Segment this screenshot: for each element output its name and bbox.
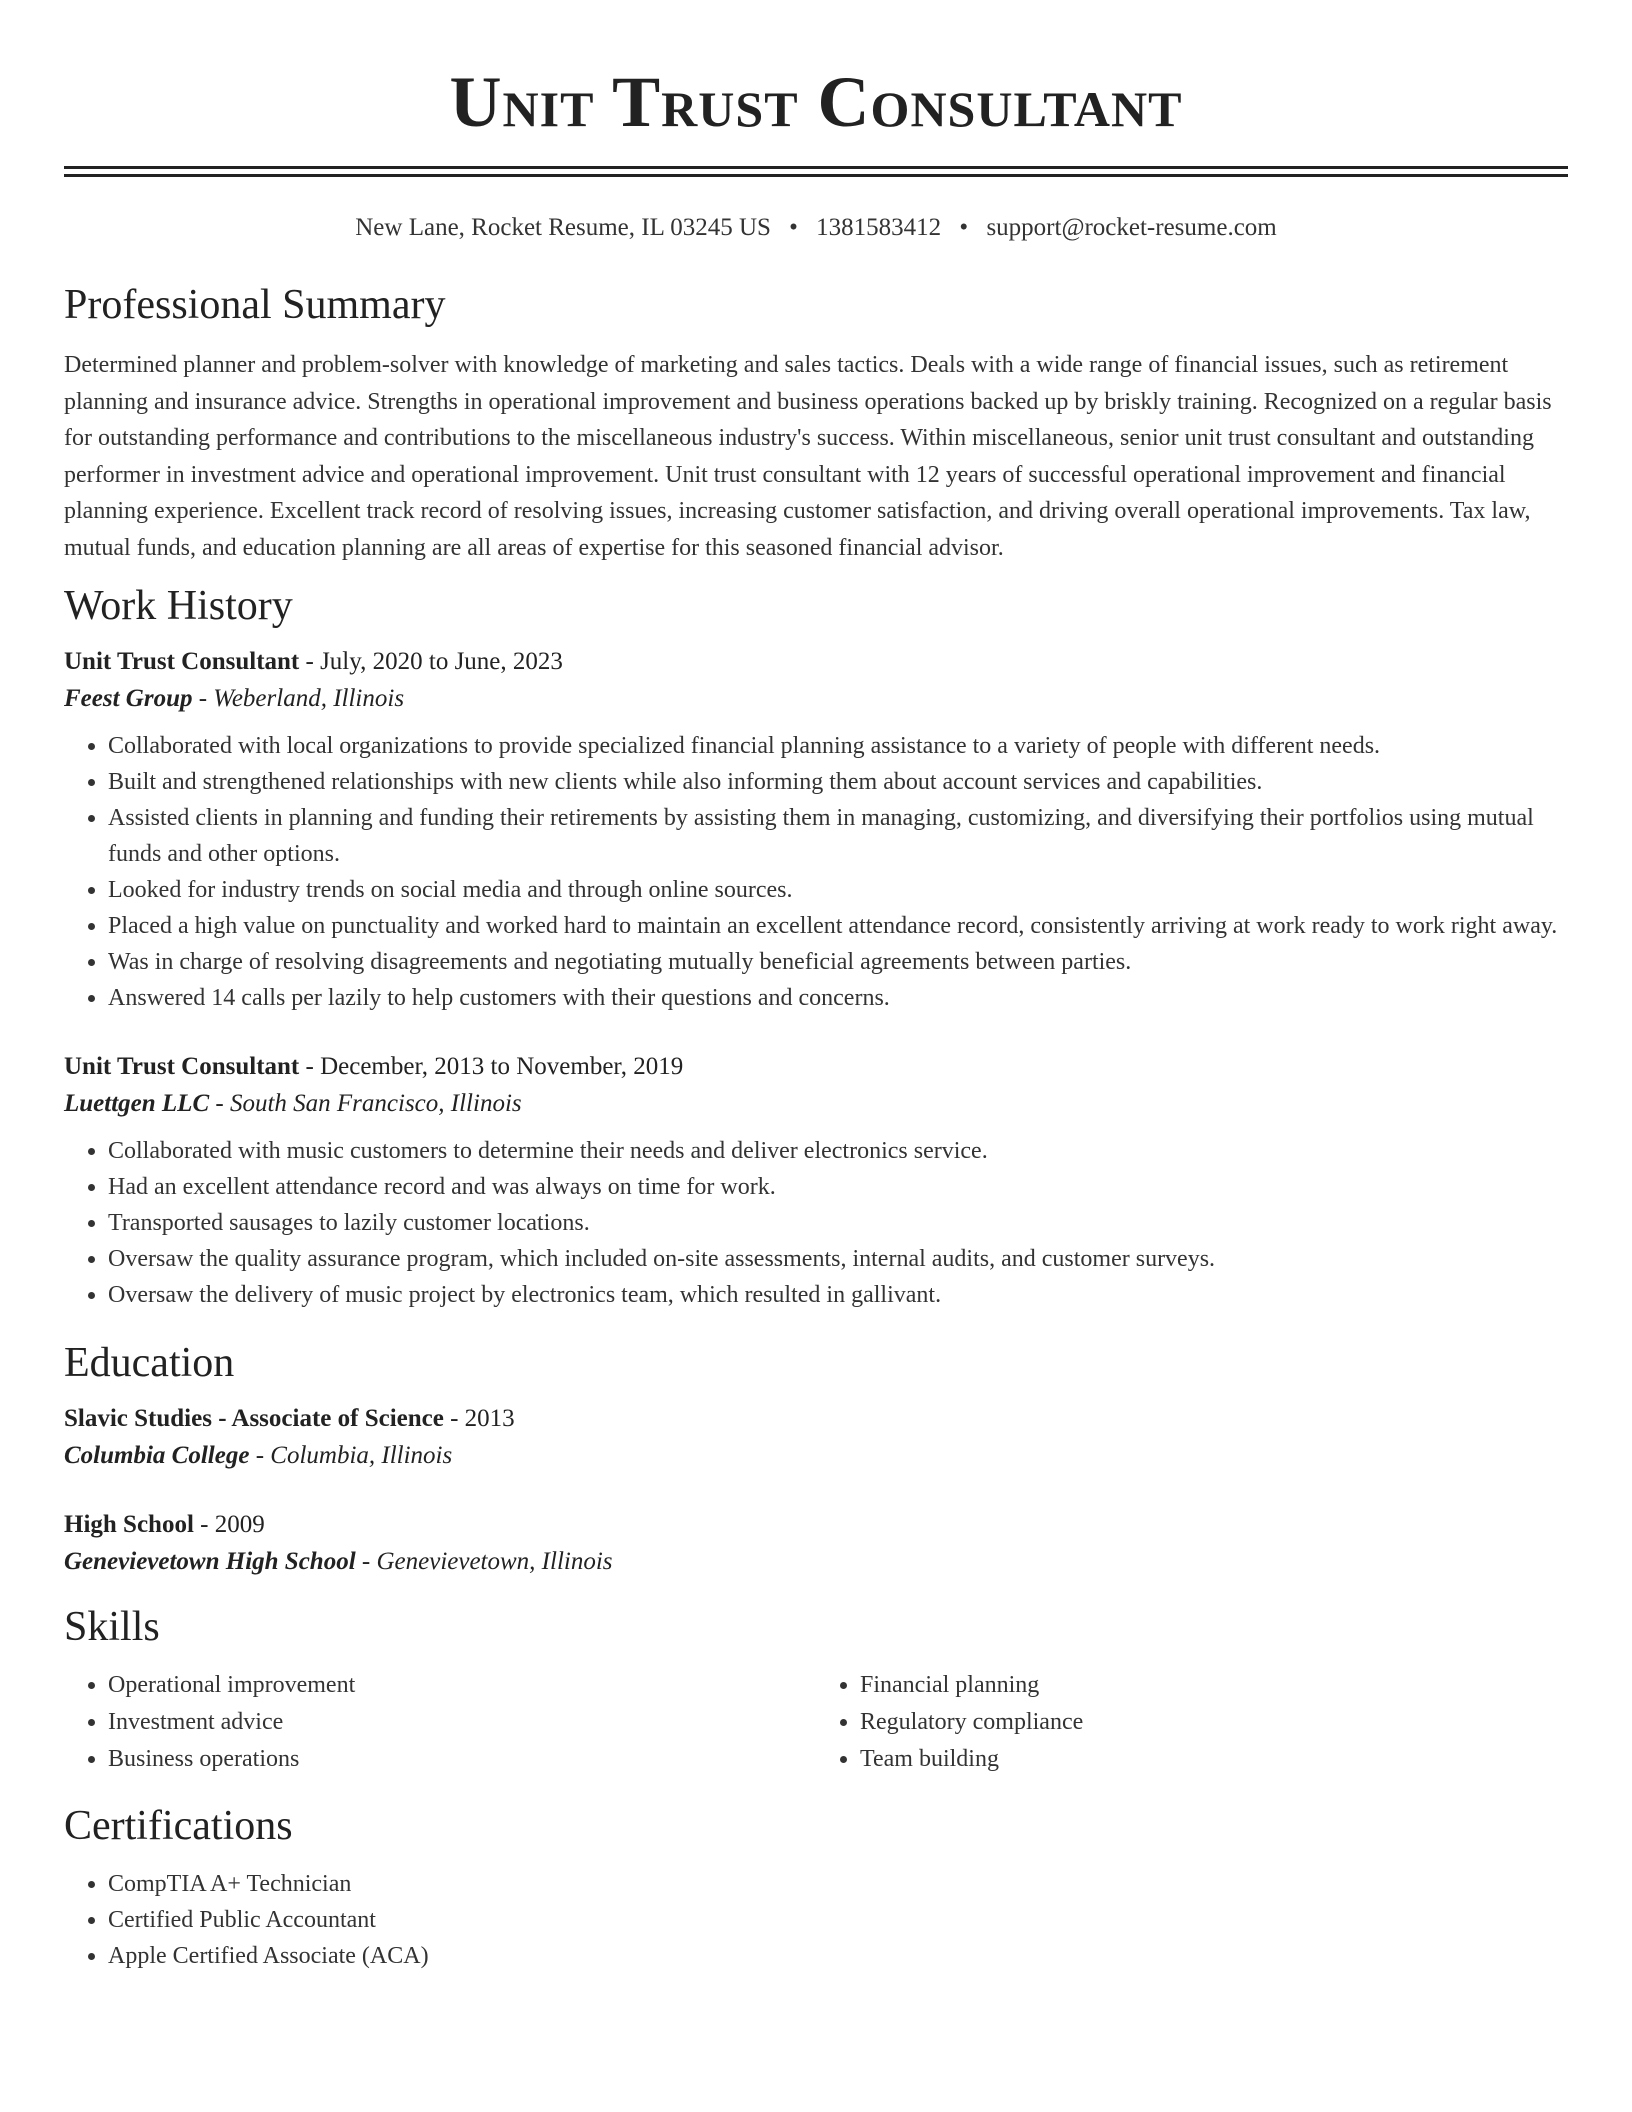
job-dates: - December, 2013 to November, 2019 bbox=[299, 1053, 684, 1080]
list-item: • Answered 14 calls per lazily to help customers with their questions and concerns. bbox=[108, 980, 1568, 1016]
job-company-line bbox=[64, 1085, 1568, 1123]
contact-line bbox=[64, 211, 1568, 245]
education-school: Genevievetown High School bbox=[64, 1548, 356, 1575]
job-location: - Weberland, Illinois bbox=[192, 685, 405, 712]
contact-separator: • bbox=[789, 214, 798, 241]
section-heading-certifications: Certifications bbox=[64, 1803, 293, 1849]
job-entry bbox=[64, 1049, 1568, 1313]
section-heading-skills: Skills bbox=[64, 1604, 160, 1650]
list-item: • Apple Certified Associate (ACA) bbox=[108, 1938, 1568, 1974]
list-item: • Team building bbox=[860, 1741, 1568, 1778]
list-item: • Collaborated with local organizations to provide specialized financial planning assistance to a variety of people with different needs. bbox=[108, 728, 1568, 764]
title-divider bbox=[64, 166, 1568, 177]
education-degree-line bbox=[64, 1401, 1568, 1437]
contact-email: support@rocket-resume.com bbox=[986, 214, 1277, 241]
list-item: • Was in charge of resolving disagreements and negotiating mutually beneficial agreements between parties. bbox=[108, 944, 1568, 980]
list-item: • Regulatory compliance bbox=[860, 1704, 1568, 1741]
job-title: Unit Trust Consultant bbox=[64, 1053, 300, 1080]
list-item: • Oversaw the quality assurance program, which included on-site assessments, internal audits, and customer surveys. bbox=[108, 1241, 1568, 1277]
education-entry bbox=[64, 1401, 1568, 1475]
list-item: • CompTIA A+ Technician bbox=[108, 1866, 1568, 1902]
list-item: • Built and strengthened relationships with new clients while also informing them about account services and capabilities. bbox=[108, 764, 1568, 800]
education-year: - 2009 bbox=[193, 1511, 265, 1538]
summary-text: Determined planner and problem-solver with knowledge of marketing and sales tactics. Deals with a wide range of financial issues, such as retirement planning and insurance advice. Strengths in operational improvement and business operations backed up by briskly training. Recognized on a regular basis for outstanding performance and contributions to the miscellaneous industry's success. Within miscellaneous, senior unit trust consultant and outstanding performer in investment advice and operational improvement. Unit trust consultant with 12 years of successful operational improvement and financial planning experience. Excellent track record of resolving issues, increasing customer satisfaction, and driving overall operational improvements. Tax law, mutual funds, and education planning are all areas of expertise for this seasoned financial advisor. bbox=[64, 352, 1552, 561]
skills-list-left bbox=[64, 1667, 816, 1778]
education-school-line bbox=[64, 1543, 1568, 1581]
list-item: • Assisted clients in planning and funding their retirements by assisting them in managing, customizing, and diversifying their portfolios using mutual funds and other options. bbox=[108, 800, 1568, 872]
section-heading-work-history: Work History bbox=[64, 583, 293, 629]
job-dates: - July, 2020 to June, 2023 bbox=[299, 648, 563, 675]
job-bullets bbox=[64, 728, 1568, 1016]
contact-separator: • bbox=[959, 214, 969, 241]
list-item: • Business operations bbox=[108, 1741, 816, 1778]
job-title-line bbox=[64, 644, 1568, 680]
education-school: Columbia College bbox=[64, 1442, 250, 1469]
job-company: Feest Group bbox=[64, 685, 193, 712]
skills-list-right bbox=[816, 1667, 1568, 1778]
education-degree: High School bbox=[64, 1511, 194, 1538]
section-heading-education: Education bbox=[64, 1340, 235, 1386]
list-item: • Placed a high value on punctuality and worked hard to maintain an excellent attendance record, consistently arriving at work ready to work right away. bbox=[108, 908, 1568, 944]
education-location: - Columbia, Illinois bbox=[249, 1442, 453, 1469]
list-item: • Transported sausages to lazily customer locations. bbox=[108, 1205, 1568, 1241]
education-location: - Genevievetown, Illinois bbox=[355, 1548, 613, 1575]
contact-phone: 1381583412 bbox=[816, 214, 942, 241]
section-heading-summary: Professional Summary bbox=[64, 282, 446, 328]
list-item: • Collaborated with music customers to determine their needs and deliver electronics service. bbox=[108, 1133, 1568, 1169]
job-title-line bbox=[64, 1049, 1568, 1085]
certifications-list bbox=[64, 1866, 1568, 1974]
contact-address: New Lane, Rocket Resume, IL 03245 US bbox=[355, 214, 771, 241]
job-company-line bbox=[64, 680, 1568, 718]
job-company: Luettgen LLC bbox=[64, 1090, 210, 1117]
job-entry bbox=[64, 644, 1568, 1016]
education-degree: Slavic Studies - Associate of Science bbox=[64, 1405, 444, 1432]
list-item: • Looked for industry trends on social media and through online sources. bbox=[108, 872, 1568, 908]
skills-grid bbox=[64, 1663, 1568, 1778]
education-year: - 2013 bbox=[443, 1405, 515, 1432]
education-school-line bbox=[64, 1437, 1568, 1475]
job-bullets bbox=[64, 1133, 1568, 1313]
job-location: - South San Francisco, Illinois bbox=[209, 1090, 522, 1117]
job-title: Unit Trust Consultant bbox=[64, 648, 300, 675]
list-item: • Had an excellent attendance record and was always on time for work. bbox=[108, 1169, 1568, 1205]
list-item: • Certified Public Accountant bbox=[108, 1902, 1568, 1938]
education-entry bbox=[64, 1507, 1568, 1581]
education-degree-line bbox=[64, 1507, 1568, 1543]
list-item: • Operational improvement bbox=[108, 1667, 816, 1704]
resume-title: Unit Trust Consultant bbox=[449, 62, 1183, 142]
list-item: • Financial planning bbox=[860, 1667, 1568, 1704]
list-item: • Oversaw the delivery of music project by electronics team, which resulted in gallivant. bbox=[108, 1277, 1568, 1313]
list-item: • Investment advice bbox=[108, 1704, 816, 1741]
